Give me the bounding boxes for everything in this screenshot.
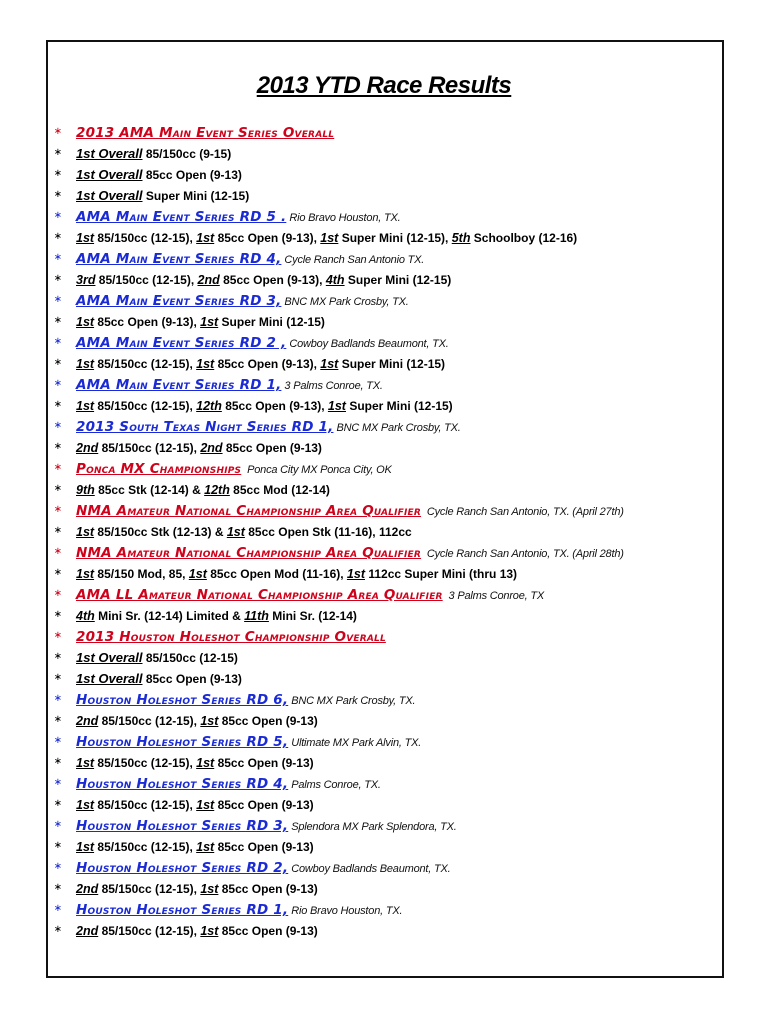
result-row — [52, 479, 722, 500]
event-venue: Splendora MX Park Splendora, TX. — [291, 821, 457, 833]
bullet-icon: ∗ — [53, 546, 63, 557]
event-venue: Cowboy Badlands Beaumont, TX. — [291, 863, 451, 875]
event-name: Houston Holeshot Series RD 4, — [76, 776, 289, 792]
placement-label: 1st — [196, 357, 215, 371]
placement-label: 1st — [76, 315, 95, 329]
placement-label: 1st — [76, 798, 95, 812]
class-text: Super Mini (12-15) — [344, 273, 452, 287]
bullet-icon: ∗ — [53, 819, 63, 830]
event-name: 2013 Houston Holeshot Championship Overall — [76, 629, 386, 645]
result-row — [52, 185, 722, 206]
event-heading-row — [52, 458, 722, 479]
result-text — [76, 651, 238, 665]
page-title: 2013 YTD Race Results — [256, 72, 512, 99]
bullet-icon: ∗ — [53, 189, 63, 200]
placement-label: 1st Overall — [76, 167, 143, 182]
event-venue: Rio Bravo Houston, TX. — [291, 905, 403, 917]
class-text: 85cc Open (9-13) — [214, 798, 314, 812]
event-name: AMA LL Amateur National Championship Area Qualifier — [76, 587, 443, 603]
bullet-icon: ∗ — [53, 315, 63, 326]
bullet-icon: ∗ — [53, 798, 63, 809]
placement-label: 1st — [76, 231, 95, 245]
event-venue: 3 Palms Conroe, TX. — [284, 380, 383, 392]
placement-label: 2nd — [76, 714, 99, 728]
bullet-icon: ∗ — [53, 252, 63, 263]
result-text — [76, 714, 318, 728]
class-text: 85cc Open (9-13) — [214, 840, 314, 854]
event-heading-row — [52, 374, 722, 395]
event-venue: 3 Palms Conroe, TX — [445, 590, 544, 602]
class-text: 85cc Open (9-13), — [94, 315, 201, 329]
bullet-icon: ∗ — [53, 924, 63, 935]
placement-label: 1st — [76, 525, 95, 539]
placement-label: 11th — [244, 609, 269, 623]
result-text — [76, 189, 249, 203]
result-text — [76, 441, 322, 455]
class-text: 85cc Open (9-13) — [218, 882, 318, 896]
placement-label: 12th — [196, 399, 222, 413]
placement-label: 1st — [196, 798, 215, 812]
placement-label: 12th — [204, 483, 230, 497]
result-text — [76, 525, 412, 539]
event-name: Houston Holeshot Series RD 5, — [76, 734, 289, 750]
placement-label: 1st — [327, 399, 346, 413]
event-name: AMA Main Event Series RD 1, — [76, 377, 282, 393]
event-heading-row — [52, 206, 722, 227]
class-text: 112cc Super Mini (thru 13) — [365, 567, 518, 581]
class-text: 85cc Open (9-13), — [221, 399, 328, 413]
result-text — [76, 567, 517, 581]
class-text: 85/150 Mod, 85, — [94, 567, 189, 581]
placement-label: 1st — [196, 756, 215, 770]
class-text: 85/150cc (12-15), — [94, 840, 197, 854]
event-heading-row — [52, 416, 722, 437]
result-row — [52, 227, 722, 248]
bullet-icon: ∗ — [53, 693, 63, 704]
placement-label: 4th — [76, 609, 95, 623]
class-text: 85cc Open (9-13), — [219, 273, 326, 287]
event-heading-row — [52, 731, 722, 752]
event-venue: Ponca City MX Ponca City, OK — [244, 464, 392, 476]
result-row — [52, 794, 722, 815]
result-text — [76, 672, 242, 686]
class-text: 85/150cc (12-15), — [94, 798, 197, 812]
placement-label: 2nd — [197, 273, 220, 287]
result-row — [52, 437, 722, 458]
placement-label: 1st Overall — [76, 146, 143, 161]
result-text — [76, 273, 451, 287]
bullet-icon: ∗ — [53, 273, 63, 284]
class-text: 85cc Open (9-13) — [218, 924, 318, 938]
event-name: NMA Amateur National Championship Area Qualifier — [76, 545, 422, 561]
class-text: 85/150cc (12-15), — [94, 231, 197, 245]
bullet-icon: ∗ — [53, 882, 63, 893]
class-text: 85cc Open Stk (11-16), 112cc — [244, 525, 412, 539]
result-text — [76, 147, 231, 161]
bullet-icon: ∗ — [53, 672, 63, 683]
result-row — [52, 521, 722, 542]
event-heading-row — [52, 248, 722, 269]
placement-label: 1st — [200, 882, 219, 896]
event-heading-row — [52, 815, 722, 836]
placement-label: 2nd — [76, 924, 99, 938]
event-venue: Cycle Ranch San Antonio TX. — [284, 254, 425, 266]
event-heading-row — [52, 899, 722, 920]
class-text: Super Mini (12-15) — [338, 357, 446, 371]
bullet-icon: ∗ — [53, 903, 63, 914]
placement-label: 1st Overall — [76, 671, 143, 686]
result-text — [76, 357, 445, 371]
class-text: 85/150cc (12-15), — [94, 756, 197, 770]
bullet-icon: ∗ — [53, 630, 63, 641]
event-heading-row — [52, 626, 722, 647]
event-venue: Palms Conroe, TX. — [291, 779, 381, 791]
placement-label: 1st — [200, 315, 219, 329]
bullet-icon: ∗ — [53, 168, 63, 179]
event-venue: Cycle Ranch San Antonio, TX. (April 27th) — [424, 506, 624, 518]
bullet-icon: ∗ — [53, 861, 63, 872]
placement-label: 2nd — [76, 441, 99, 455]
bullet-icon: ∗ — [53, 504, 63, 515]
bullet-icon: ∗ — [53, 588, 63, 599]
class-text: 85cc Mod (12-14) — [229, 483, 330, 497]
event-heading-row — [52, 542, 722, 563]
class-text: 85cc Stk (12-14) & — [94, 483, 205, 497]
bullet-icon: ∗ — [53, 714, 63, 725]
class-text: 85/150cc (12-15), — [98, 441, 201, 455]
result-row — [52, 395, 722, 416]
placement-label: 1st — [196, 840, 215, 854]
placement-label: 1st — [346, 567, 365, 581]
class-text: 85/150cc (12-15), — [94, 399, 197, 413]
result-text — [76, 798, 314, 812]
class-text: Mini Sr. (12-14) Limited & — [94, 609, 245, 623]
result-row — [52, 353, 722, 374]
result-text — [76, 315, 325, 329]
event-venue: BNC MX Park Crosby, TX. — [284, 296, 409, 308]
class-text: 85/150cc (12-15), — [98, 882, 201, 896]
class-text: 85/150cc (12-15), — [94, 357, 197, 371]
placement-label: 1st — [320, 357, 339, 371]
event-heading-row — [52, 500, 722, 521]
placement-label: 1st — [200, 714, 219, 728]
bullet-icon: ∗ — [53, 483, 63, 494]
event-name: AMA Main Event Series RD 5 . — [76, 209, 287, 225]
bullet-icon: ∗ — [53, 126, 63, 137]
placement-label: 3rd — [76, 273, 96, 287]
result-text — [76, 840, 314, 854]
placement-label: 4th — [325, 273, 345, 287]
bullet-icon: ∗ — [53, 147, 63, 158]
result-row — [52, 668, 722, 689]
class-text: 85cc Open (9-13) — [142, 168, 242, 182]
event-name: Houston Holeshot Series RD 1, — [76, 902, 289, 918]
bullet-icon: ∗ — [53, 651, 63, 662]
result-row — [52, 164, 722, 185]
event-venue: Cycle Ranch San Antonio, TX. (April 28th) — [424, 548, 624, 560]
class-text: 85/150cc (12-15), — [98, 714, 201, 728]
placement-label: 1st — [320, 231, 339, 245]
placement-label: 1st — [76, 567, 95, 581]
result-row — [52, 710, 722, 731]
result-text — [76, 882, 318, 896]
result-row — [52, 836, 722, 857]
event-heading-row — [52, 773, 722, 794]
event-name: AMA Main Event Series RD 2 , — [76, 335, 287, 351]
bullet-icon: ∗ — [53, 357, 63, 368]
event-venue: Rio Bravo Houston, TX. — [289, 212, 401, 224]
event-name: AMA Main Event Series RD 4, — [76, 251, 282, 267]
placement-label: 1st — [200, 924, 219, 938]
event-venue: Ultimate MX Park Alvin, TX. — [291, 737, 422, 749]
class-text: 85/150cc Stk (12-13) & — [94, 525, 227, 539]
event-heading-row — [52, 857, 722, 878]
class-text: 85/150cc (12-15), — [95, 273, 198, 287]
event-name: Houston Holeshot Series RD 2, — [76, 860, 289, 876]
event-heading-row — [52, 332, 722, 353]
result-row — [52, 752, 722, 773]
result-row — [52, 878, 722, 899]
result-text — [76, 924, 318, 938]
event-venue: BNC MX Park Crosby, TX. — [291, 695, 416, 707]
class-text: 85/150cc (9-15) — [142, 147, 232, 161]
result-row — [52, 605, 722, 626]
event-name: 2013 AMA Main Event Series Overall — [76, 125, 335, 141]
event-name: Ponca MX Championships — [76, 461, 242, 477]
bullet-icon: ∗ — [53, 378, 63, 389]
event-heading-row — [52, 122, 722, 143]
placement-label: 9th — [76, 483, 95, 497]
bullet-icon: ∗ — [53, 294, 63, 305]
bullet-icon: ∗ — [53, 399, 63, 410]
result-text — [76, 609, 357, 623]
bullet-icon: ∗ — [53, 231, 63, 242]
bullet-icon: ∗ — [53, 567, 63, 578]
class-text: Super Mini (12-15) — [218, 315, 325, 329]
bullet-icon: ∗ — [53, 525, 63, 536]
result-text — [76, 483, 330, 497]
bullet-icon: ∗ — [53, 609, 63, 620]
bullet-icon: ∗ — [53, 462, 63, 473]
placement-label: 1st — [76, 399, 95, 413]
class-text: Super Mini (12-15) — [142, 189, 250, 203]
class-text: 85cc Open (9-13) — [218, 714, 318, 728]
result-row — [52, 143, 722, 164]
placement-label: 1st — [76, 756, 95, 770]
class-text: 85cc Open (9-13), — [214, 231, 321, 245]
placement-label: 2nd — [76, 882, 99, 896]
class-text: 85/150cc (12-15), — [98, 924, 201, 938]
bullet-icon: ∗ — [53, 777, 63, 788]
result-row — [52, 647, 722, 668]
event-name: Houston Holeshot Series RD 3, — [76, 818, 289, 834]
bullet-icon: ∗ — [53, 756, 63, 767]
bullet-icon: ∗ — [53, 420, 63, 431]
placement-label: 2nd — [200, 441, 223, 455]
result-row — [52, 311, 722, 332]
result-row — [52, 920, 722, 941]
results-list — [52, 122, 722, 941]
placement-label: 1st Overall — [76, 650, 143, 665]
class-text: Super Mini (12-15), — [338, 231, 452, 245]
placement-label: 1st — [196, 231, 215, 245]
result-text — [76, 231, 577, 245]
placement-label: 1st — [226, 525, 245, 539]
event-name: AMA Main Event Series RD 3, — [76, 293, 282, 309]
result-row — [52, 269, 722, 290]
class-text: 85cc Open (9-13) — [214, 756, 314, 770]
placement-label: 1st — [76, 840, 95, 854]
event-heading-row — [52, 689, 722, 710]
class-text: 85cc Open (9-13) — [222, 441, 322, 455]
result-text — [76, 168, 242, 182]
class-text: 85cc Open (9-13) — [142, 672, 242, 686]
bullet-icon: ∗ — [53, 735, 63, 746]
event-name: NMA Amateur National Championship Area Qualifier — [76, 503, 422, 519]
class-text: 85/150cc (12-15) — [142, 651, 238, 665]
event-heading-row — [52, 584, 722, 605]
placement-label: 1st — [76, 357, 95, 371]
class-text: 85cc Open (9-13), — [214, 357, 321, 371]
event-heading-row — [52, 290, 722, 311]
bullet-icon: ∗ — [53, 441, 63, 452]
class-text: 85cc Open Mod (11-16), — [206, 567, 347, 581]
class-text: Schoolboy (12-16) — [470, 231, 578, 245]
bullet-icon: ∗ — [53, 210, 63, 221]
result-text — [76, 399, 453, 413]
class-text: Mini Sr. (12-14) — [268, 609, 357, 623]
event-venue: Cowboy Badlands Beaumont, TX. — [289, 338, 449, 350]
bullet-icon: ∗ — [53, 336, 63, 347]
placement-label: 5th — [451, 231, 471, 245]
event-venue: BNC MX Park Crosby, TX. — [336, 422, 461, 434]
placement-label: 1st — [188, 567, 207, 581]
bullet-icon: ∗ — [53, 840, 63, 851]
result-text — [76, 756, 314, 770]
result-row — [52, 563, 722, 584]
placement-label: 1st Overall — [76, 188, 143, 203]
class-text: Super Mini (12-15) — [345, 399, 453, 413]
event-name: Houston Holeshot Series RD 6, — [76, 692, 289, 708]
event-name: 2013 South Texas Night Series RD 1, — [76, 419, 334, 435]
